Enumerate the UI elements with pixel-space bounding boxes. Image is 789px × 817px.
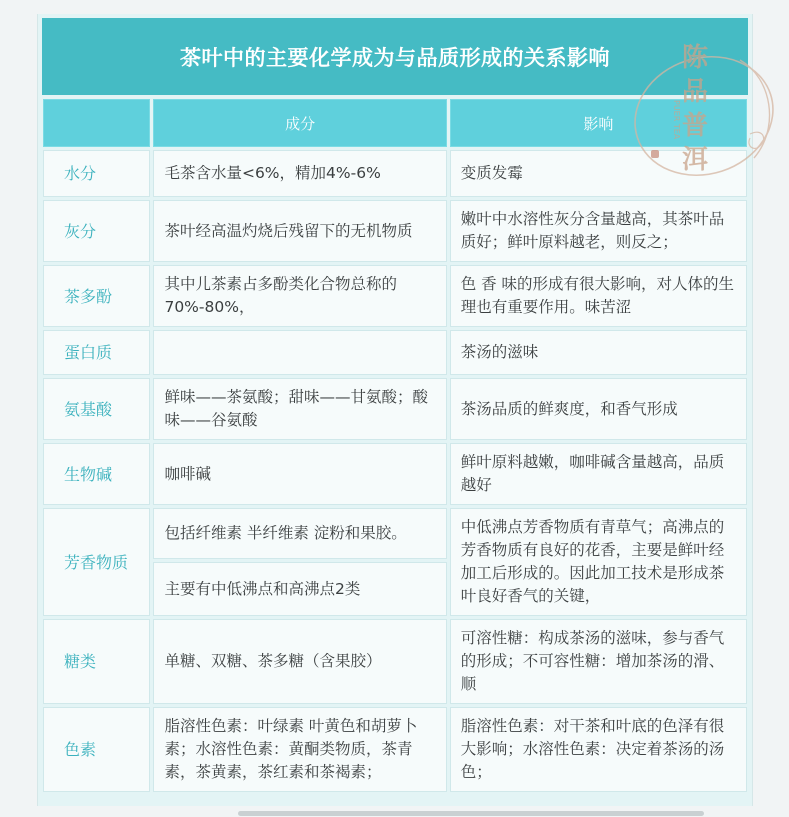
svg-text:陈: 陈 xyxy=(682,43,709,73)
horizontal-scrollbar[interactable] xyxy=(238,811,704,816)
row-effect: 中低沸点芳香物质有青草气；高沸点的芳香物质有良好的花香，主要是鲜叶经加工后形成的。因此加工技术是形成茶叶良好香气的关键， xyxy=(450,508,747,616)
row-effect: 可溶性糖：构成茶汤的滋味，参与香气的形成；不可容性糖：增加茶汤的滑、顺 xyxy=(450,619,747,704)
header-effect: 影响 xyxy=(450,99,747,147)
row-name: 茶多酚 xyxy=(43,265,150,327)
header-blank xyxy=(43,99,150,147)
row-name: 水分 xyxy=(43,150,150,197)
row-effect: 嫩叶中水溶性灰分含量越高，其茶叶品质好；鲜叶原料越老，则反之； xyxy=(450,200,747,262)
row-name: 蛋白质 xyxy=(43,330,150,375)
table-row xyxy=(43,150,747,197)
table-title xyxy=(42,18,748,95)
header-row xyxy=(43,99,747,147)
row-component: 毛茶含水量<6%，精加4%-6% xyxy=(153,150,446,197)
table-row xyxy=(43,330,747,375)
table-row xyxy=(43,378,747,440)
row-component: 茶叶经高温灼烧后残留下的无机物质 xyxy=(153,200,446,262)
row-name: 氨基酸 xyxy=(43,378,150,440)
row-name: 色素 xyxy=(43,707,150,792)
row-component: 包括纤维素 半纤维素 淀粉和果胶。 xyxy=(153,508,446,559)
svg-text:品: 品 xyxy=(682,77,709,107)
table-row xyxy=(43,200,747,262)
row-name: 芳香物质 xyxy=(43,508,150,616)
row-effect: 色 香 味的形成有很大影响，对人体的生理也有重要作用。味苦涩 xyxy=(450,265,747,327)
row-effect: 茶汤品质的鲜爽度，和香气形成 xyxy=(450,378,747,440)
row-component: 咖啡碱 xyxy=(153,443,446,505)
svg-text:普: 普 xyxy=(682,111,709,141)
header-component: 成分 xyxy=(153,99,446,147)
row-component-extra: 主要有中低沸点和高沸点2类 xyxy=(153,562,446,616)
row-effect: 脂溶性色素：对干茶和叶底的色泽有很大影响；水溶性色素：决定着茶汤的汤色； xyxy=(450,707,747,792)
svg-text:PUER TEA: PUER TEA xyxy=(672,100,681,140)
svg-text:洱: 洱 xyxy=(682,145,709,175)
row-effect: 变质发霉 xyxy=(450,150,747,197)
row-effect: 茶汤的滋味 xyxy=(450,330,747,375)
row-component: 其中儿茶素占多酚类化合物总称的70%-80%， xyxy=(153,265,446,327)
row-name: 生物碱 xyxy=(43,443,150,505)
table-row xyxy=(43,508,747,559)
row-name: 糖类 xyxy=(43,619,150,704)
table-row xyxy=(43,265,747,327)
title-text: 茶叶中的主要化学成为与品质形成的关系影响 xyxy=(180,45,610,70)
table-row xyxy=(43,707,747,792)
row-component: 单糖、双糖、茶多糖（含果胶） xyxy=(153,619,446,704)
row-component xyxy=(153,330,446,375)
row-effect: 鲜叶原料越嫩，咖啡碱含量越高，品质越好 xyxy=(450,443,747,505)
row-name: 灰分 xyxy=(43,200,150,262)
chemistry-table xyxy=(40,96,750,795)
row-component: 鲜味——茶氨酸；甜味——甘氨酸；酸味——谷氨酸 xyxy=(153,378,446,440)
row-component: 脂溶性色素：叶绿素 叶黄色和胡萝卜素；水溶性色素：黄酮类物质，茶青素，茶黄素，茶红素和茶褐素； xyxy=(153,707,446,792)
table-row xyxy=(43,619,747,704)
table-row xyxy=(43,443,747,505)
